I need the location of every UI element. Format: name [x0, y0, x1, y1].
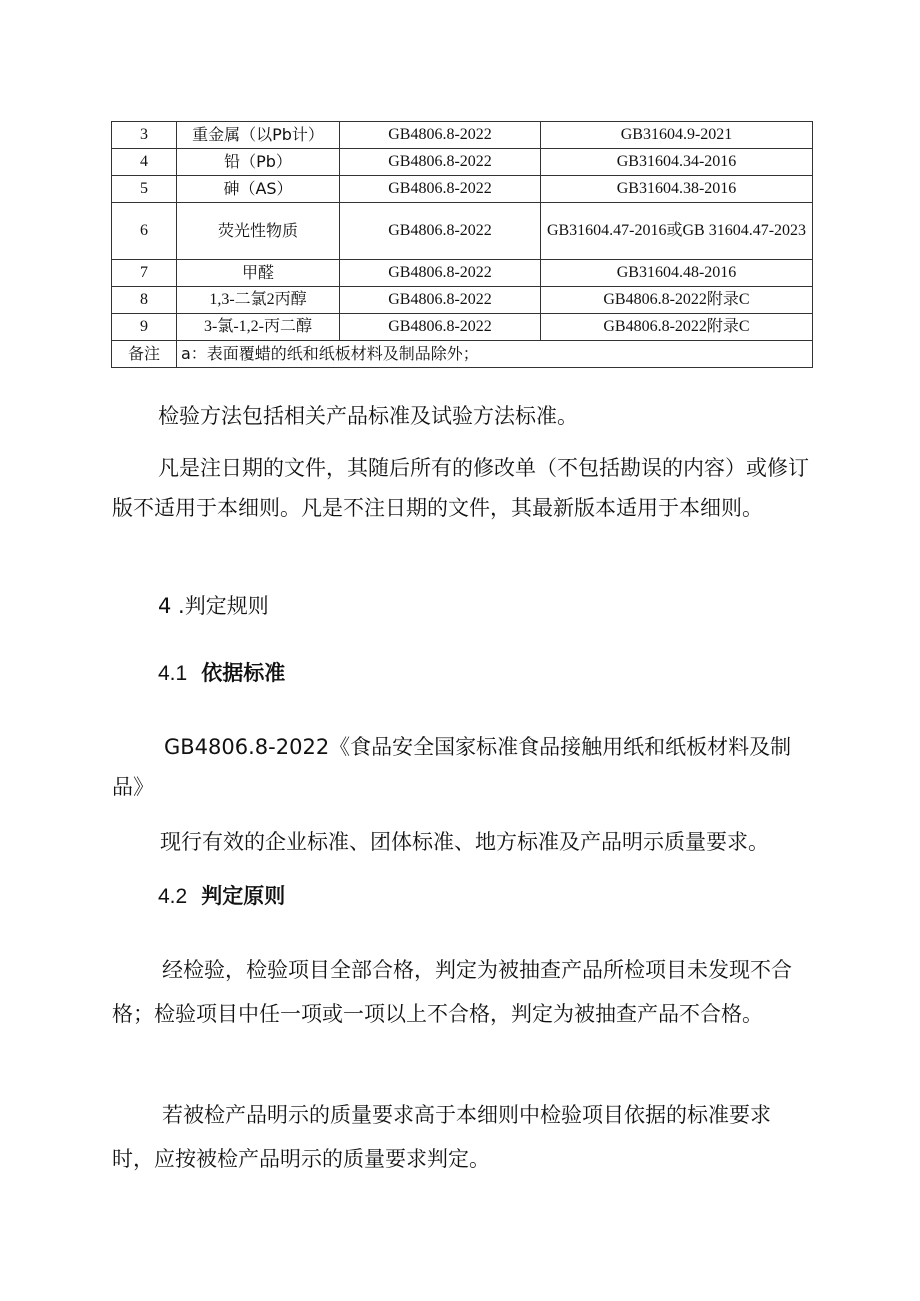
test-method: GB31604.9-2021 [541, 122, 813, 149]
test-method: GB31604.38-2016 [541, 176, 813, 203]
test-method: GB4806.8-2022附录C [541, 314, 813, 341]
section-heading-4-1 [158, 657, 285, 687]
row-number: 4 [112, 149, 177, 176]
paragraph-judgement-principle: 经检验，检验项目全部合格，判定为被抽查产品所检项目未发现不合格；检验项目中任一项或一项以上不合格，判定为被抽查产品不合格。 [112, 958, 792, 1026]
row-number: 8 [112, 287, 177, 314]
section-title: 判定原则 [201, 884, 286, 908]
test-method: GB4806.8-2022附录C [541, 287, 813, 314]
row-number: 3 [112, 122, 177, 149]
table-row [112, 176, 813, 203]
test-item: 3-氯-1,2-丙二醇 [177, 314, 340, 341]
table-row [112, 314, 813, 341]
test-item: 重金属（以Pb计） [177, 122, 340, 149]
row-number: 9 [112, 314, 177, 341]
paragraph-declared-quality: 若被检产品明示的质量要求高于本细则中检验项目依据的标准要求时，应按被检产品明示的质量要求判定。 [112, 1103, 771, 1171]
note-text: a：表面覆蜡的纸和纸板材料及制品除外； [177, 341, 813, 368]
test-item: 甲醛 [177, 260, 340, 287]
product-standard: GB4806.8-2022 [340, 149, 541, 176]
test-method: GB31604.34-2016 [541, 149, 813, 176]
test-method: GB31604.47-2016或GB 31604.47-2023 [541, 203, 813, 260]
paragraph-dated-references: 凡是注日期的文件，其随后所有的修改单（不包括勘误的内容）或修订版不适用于本细则。凡是不注日期的文件，其最新版本适用于本细则。 [112, 456, 809, 520]
row-number: 5 [112, 176, 177, 203]
section-heading-4 [158, 590, 269, 620]
product-standard: GB4806.8-2022 [340, 287, 541, 314]
paragraph-other-standards: 现行有效的企业标准、团体标准、地方标准及产品明示质量要求。 [160, 830, 769, 854]
test-item: 铅（Pb） [177, 149, 340, 176]
section-number: 4.2 [158, 885, 188, 908]
table-row [112, 287, 813, 314]
row-number: 7 [112, 260, 177, 287]
product-standard: GB4806.8-2022 [340, 314, 541, 341]
table-row [112, 203, 813, 260]
row-number: 6 [112, 203, 177, 260]
table-note-row [112, 341, 813, 368]
table-row [112, 122, 813, 149]
section-heading-4-2 [158, 880, 285, 910]
section-title: 依据标准 [201, 661, 286, 685]
section-number: 4.1 [158, 662, 188, 685]
product-standard: GB4806.8-2022 [340, 122, 541, 149]
table-row [112, 260, 813, 287]
test-item: 1,3-二氯2丙醇 [177, 287, 340, 314]
paragraph-national-standard: GB4806.8-2022《食品安全国家标准食品接触用纸和纸板材料及制品》 [112, 735, 792, 799]
test-item: 砷（AS） [177, 176, 340, 203]
note-label: 备注 [112, 341, 177, 368]
product-standard: GB4806.8-2022 [340, 176, 541, 203]
table-row [112, 149, 813, 176]
product-standard: GB4806.8-2022 [340, 203, 541, 260]
section-title: 4 .判定规则 [158, 594, 269, 618]
test-item: 荧光性物质 [177, 203, 340, 260]
paragraph-test-methods: 检验方法包括相关产品标准及试验方法标准。 [158, 404, 578, 428]
product-standard: GB4806.8-2022 [340, 260, 541, 287]
test-method: GB31604.48-2016 [541, 260, 813, 287]
test-items-table [111, 121, 813, 368]
